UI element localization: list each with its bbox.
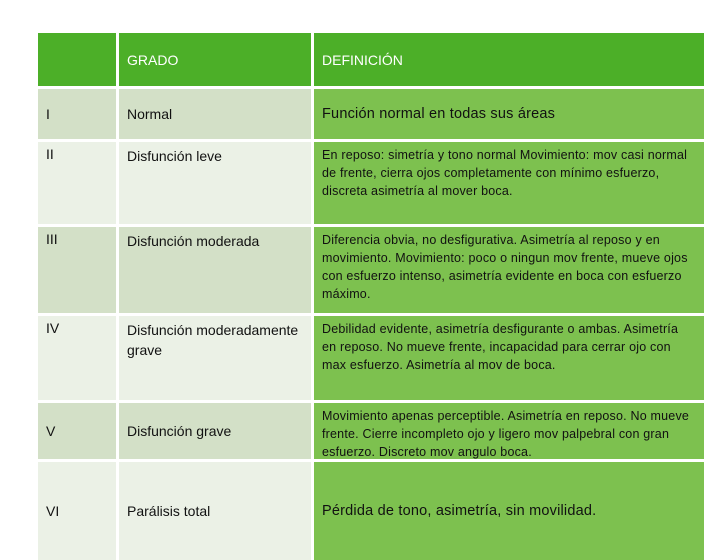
classification-table — [38, 33, 698, 527]
row-numeral: I — [38, 89, 116, 139]
row-grado: Disfunción grave — [119, 403, 311, 459]
row-numeral: V — [38, 403, 116, 459]
row-definicion: Debilidad evidente, asimetría desfigurante o ambas. Asimetría en reposo. No mueve frente, incapacidad para cerrar ojo con max esfuerzo. Asimetría al mov de boca. — [314, 316, 704, 400]
row-definicion: Pérdida de tono, asimetría, sin movilidad. — [314, 462, 704, 560]
row-definicion: Función normal en todas sus áreas — [314, 89, 704, 139]
header-grado: GRADO — [119, 33, 311, 86]
row-definicion: Movimiento apenas perceptible. Asimetría en reposo. No mueve frente. Cierre incompleto ojo y ligero mov palpebral con gran esfuerzo. Discreto mov angulo boca. — [314, 403, 704, 459]
row-numeral: IV — [38, 316, 116, 400]
row-numeral: VI — [38, 462, 116, 560]
row-grado: Disfunción moderadamente grave — [119, 316, 311, 400]
row-grado: Disfunción leve — [119, 142, 311, 224]
row-numeral: II — [38, 142, 116, 224]
row-grado: Disfunción moderada — [119, 227, 311, 313]
row-numeral: III — [38, 227, 116, 313]
row-grado: Normal — [119, 89, 311, 139]
header-definicion: DEFINICIÓN — [314, 33, 704, 86]
row-grado: Parálisis total — [119, 462, 311, 560]
row-definicion: En reposo: simetría y tono normal Movimiento: mov casi normal de frente, cierra ojos completamente con mínimo esfuerzo, discreta asimetría al mover boca. — [314, 142, 704, 224]
header-cell-empty — [38, 33, 116, 86]
row-definicion: Diferencia obvia, no desfigurativa. Asimetría al reposo y en movimiento. Movimiento: poco o ningun mov frente, mueve ojos con esfuerzo intenso, asimetría evidente en boca con esfuerzo máximo. — [314, 227, 704, 313]
